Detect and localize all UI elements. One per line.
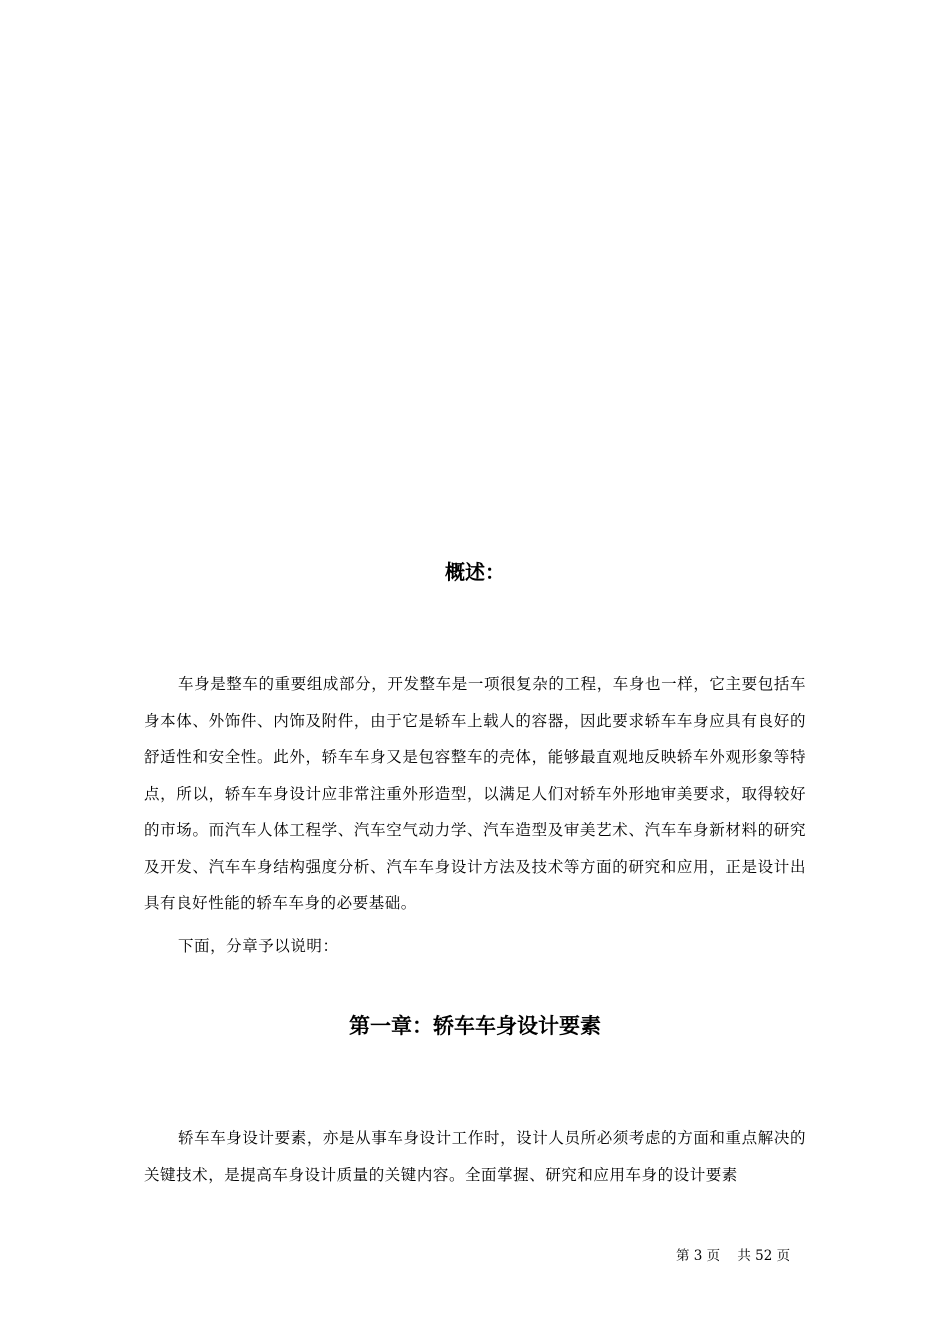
page-number-footer: 第 3 页 共 52 页 [676, 1248, 791, 1264]
overview-paragraph-1: 车身是整车的重要组成部分，开发整车是一项很复杂的工程，车身也一样，它主要包括车身本体、外饰件、内饰及附件，由于它是轿车上载人的容器，因此要求轿车车身应具有良好的舒适性和安全性。此外，轿车车身又是包容整车的壳体，能够最直观地反映轿车外观形象等特点，所以，轿车车身设计应非常注重外形造型，以满足人们对轿车外形地审美要求，取得较好的市场。而汽车人体工程学、汽车空气动力学、汽车造型及审美艺术、汽车车身新材料的研究及开发、汽车车身结构强度分析、汽车车身设计方法及技术等方面的研究和应用，正是设计出具有良好性能的轿车车身的必要基础。 [144, 675, 806, 912]
overview-paragraph-2: 下面，分章予以说明： [178, 937, 339, 955]
chapter-1-heading: 第一章：轿车车身设计要素 [349, 1013, 601, 1038]
overview-heading: 概述： [445, 560, 505, 584]
chapter-1-paragraph-1: 轿车车身设计要素，亦是从事车身设计工作时，设计人员所必须考虑的方面和重点解决的关键技术，是提高车身设计质量的关键内容。全面掌握、研究和应用车身的设计要素 [144, 1129, 806, 1184]
